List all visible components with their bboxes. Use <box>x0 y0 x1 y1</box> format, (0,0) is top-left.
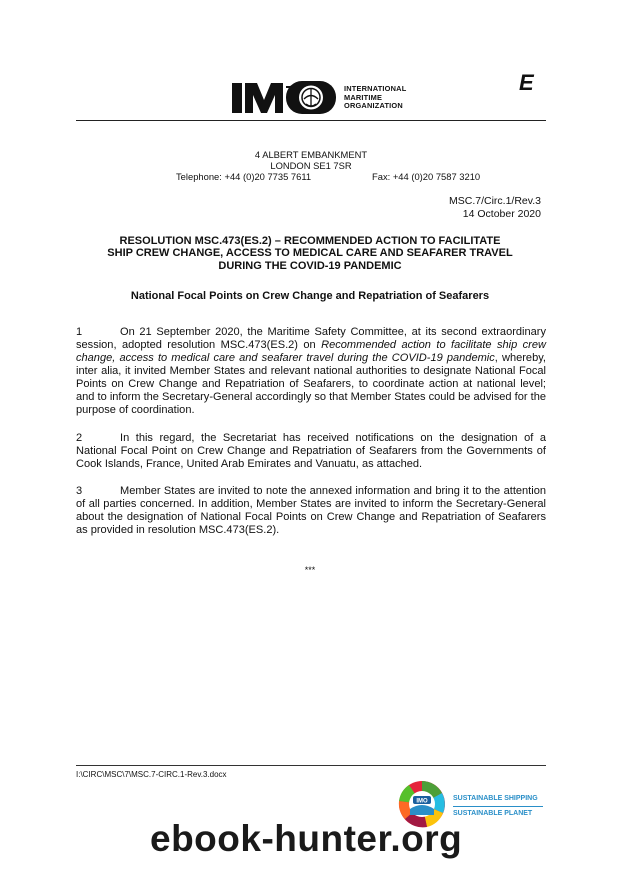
org-name-line-1: INTERNATIONAL <box>344 84 407 93</box>
sdg-divider <box>453 806 543 807</box>
paragraph-number: 1 <box>76 326 83 338</box>
sdg-label-planet: SUSTAINABLE PLANET <box>453 810 533 817</box>
org-name-line-3: ORGANIZATION <box>344 101 403 111</box>
organization-name <box>344 85 406 111</box>
file-path: I:\CIRC\MSC\7\MSC.7-CIRC.1-Rev.3.docx <box>76 770 227 779</box>
paragraph-text: On 21 September 2020, the Maritime Safety Committee, at its second extraordinary session, adopted resolution MSC.473(ES.2) on <box>76 326 546 351</box>
document-date: 14 October 2020 <box>462 208 541 220</box>
paragraph-text: In this regard, the Secretariat has received notifications on the designation of a National Focal Point on Crew Change and Repatriation of Seafarers from the Governments of Cook Islands, France, United Arab Emirates and Vanuatu, as attached. <box>76 432 546 470</box>
section-separator: *** <box>304 565 316 575</box>
paragraph-number: 3 <box>76 485 83 497</box>
address-line-1: 4 ALBERT EMBANKMENT <box>254 149 368 160</box>
resolution-title <box>90 235 530 272</box>
paragraph-1 <box>76 326 546 417</box>
document-reference: MSC.7/Circ.1/Rev.3 <box>449 195 541 207</box>
footer-divider <box>76 765 546 766</box>
title-line-3: DURING THE COVID-19 PANDEMIC <box>218 259 402 272</box>
paragraph-3 <box>76 485 546 537</box>
paragraph-2 <box>76 432 546 471</box>
header-divider <box>76 120 546 121</box>
title-line-1: RESOLUTION MSC.473(ES.2) – RECOMMENDED ACTION TO FACILITATE <box>119 235 501 247</box>
org-name-line-2: MARITIME <box>344 92 383 102</box>
imo-logo-mark <box>232 80 338 114</box>
document-subtitle: National Focal Points on Crew Change and Repatriation of Seafarers <box>130 290 490 302</box>
paragraph-text: Member States are invited to note the annexed information and bring it to the attention of all parties concerned. In addition, Member States are invited to inform the Secretary-General about the designation of National Focal Points on Crew Change and Repatriation of Seafarers as provided in resolution MSC.473(ES.2). <box>76 485 546 536</box>
watermark: ebook-hunter.org <box>150 818 463 859</box>
language-code: E <box>519 70 534 95</box>
paragraph-italic-title: Recommended action to facilitate ship crew change, access to medical care and seafarer travel during the COVID-19 pandemic <box>76 339 546 364</box>
sdg-logo-text: IMO <box>416 798 428 805</box>
sdg-label-shipping: SUSTAINABLE SHIPPING <box>453 795 538 802</box>
imo-logo <box>232 80 412 116</box>
paragraph-text-continued: , whereby, inter alia, it invited Member States and relevant national authorities to designate National Focal Points on Crew Change and Repatriation of Seafarers, to coordinate action at national level; and to inform the Secretary-General accordingly so that Member States could be advised for the purpose of coordination. <box>76 352 546 416</box>
telephone: Telephone: +44 (0)20 7735 7611 <box>176 171 312 182</box>
address-line-2: LONDON SE1 7SR <box>270 160 352 171</box>
title-line-2: SHIP CREW CHANGE, ACCESS TO MEDICAL CARE AND SEAFARER TRAVEL <box>107 247 513 260</box>
paragraph-number: 2 <box>76 432 83 444</box>
fax: Fax: +44 (0)20 7587 3210 <box>372 171 481 182</box>
